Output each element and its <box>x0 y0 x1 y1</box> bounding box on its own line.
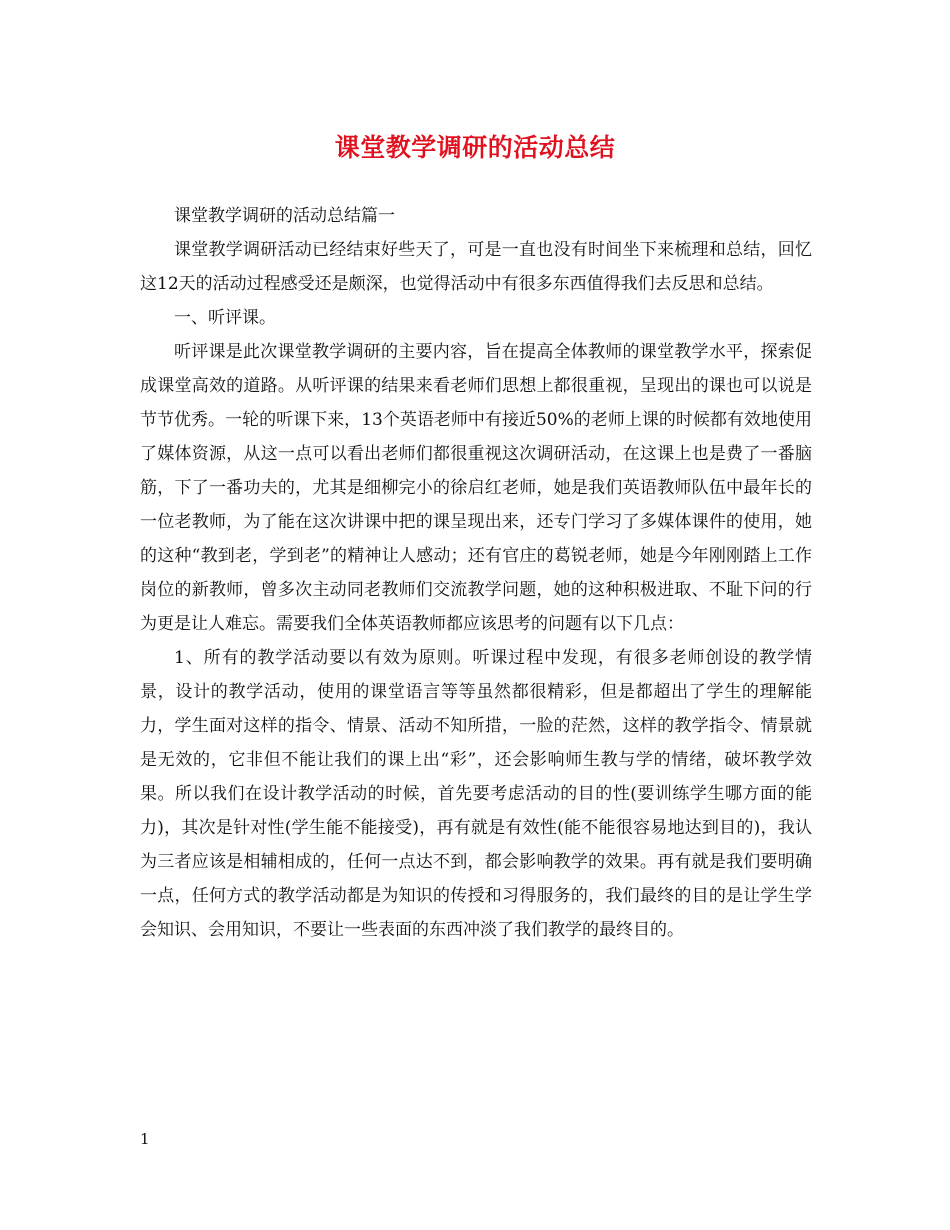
paragraph-listening: 听评课是此次课堂教学调研的主要内容，旨在提高全体教师的课堂教学水平，探索促成课堂高效的道路。从听评课的结果来看老师们思想上都很重视，呈现出的课也可以说是节节优秀。一轮的听课下来，13个英语老师中有接近50%的老师上课的时候都有效地使用了媒体资源，从这一点可以看出老师们都很重视这次调研活动，在这课上也是费了一番脑筋，下了一番功夫的，尤其是细柳完小的徐启红老师，她是我们英语教师队伍中最年长的一位老教师，为了能在这次讲课中把的课呈现出来，还专门学习了多媒体课件的使用，她的这种“教到老，学到老”的精神让人感动；还有官庄的葛锐老师，她是今年刚刚踏上工作岗位的新教师，曾多次主动同老教师们交流教学问题，她的这种积极进取、不耻下问的行为更是让人难忘。需要我们全体英语教师都应该思考的问题有以下几点： <box>140 342 812 634</box>
document-title: 课堂教学调研的活动总结 <box>334 133 616 162</box>
page-number: 1 <box>140 1130 150 1148</box>
section-heading-listening: 一、听评课。 <box>174 308 276 328</box>
paragraph-point-1: 1、所有的教学活动要以有效为原则。听课过程中发现，有很多老师创设的教学情景，设计的教学活动，使用的课堂语言等等虽然都很精彩，但是都超出了学生的理解能力，学生面对这样的指令、情景、活动不知所措，一脸的茫然，这样的教学指令、情景就是无效的，它非但不能让我们的课上出“彩”，还会影响师生教与学的情绪，破坏教学效果。所以我们在设计教学活动的时候，首先要考虑活动的目的性(要训练学生哪方面的能力)，其次是针对性(学生能不能接受)，再有就是有效性(能不能很容易地达到目的)，我认为三者应该是相辅相成的，任何一点达不到，都会影响教学的效果。再有就是我们要明确一点，任何方式的教学活动都是为知识的传授和习得服务的，我们最终的目的是让学生学会知识、会用知识，不要让一些表面的东西冲淡了我们教学的最终目的。 <box>140 648 812 940</box>
paragraph-intro: 课堂教学调研活动已经结束好些天了，可是一直也没有时间坐下来梳理和总结，回忆这12天的活动过程感受还是颇深，也觉得活动中有很多东西值得我们去反思和总结。 <box>140 240 812 294</box>
section-heading: 课堂教学调研的活动总结篇一 <box>174 206 395 226</box>
document-body <box>140 199 812 947</box>
